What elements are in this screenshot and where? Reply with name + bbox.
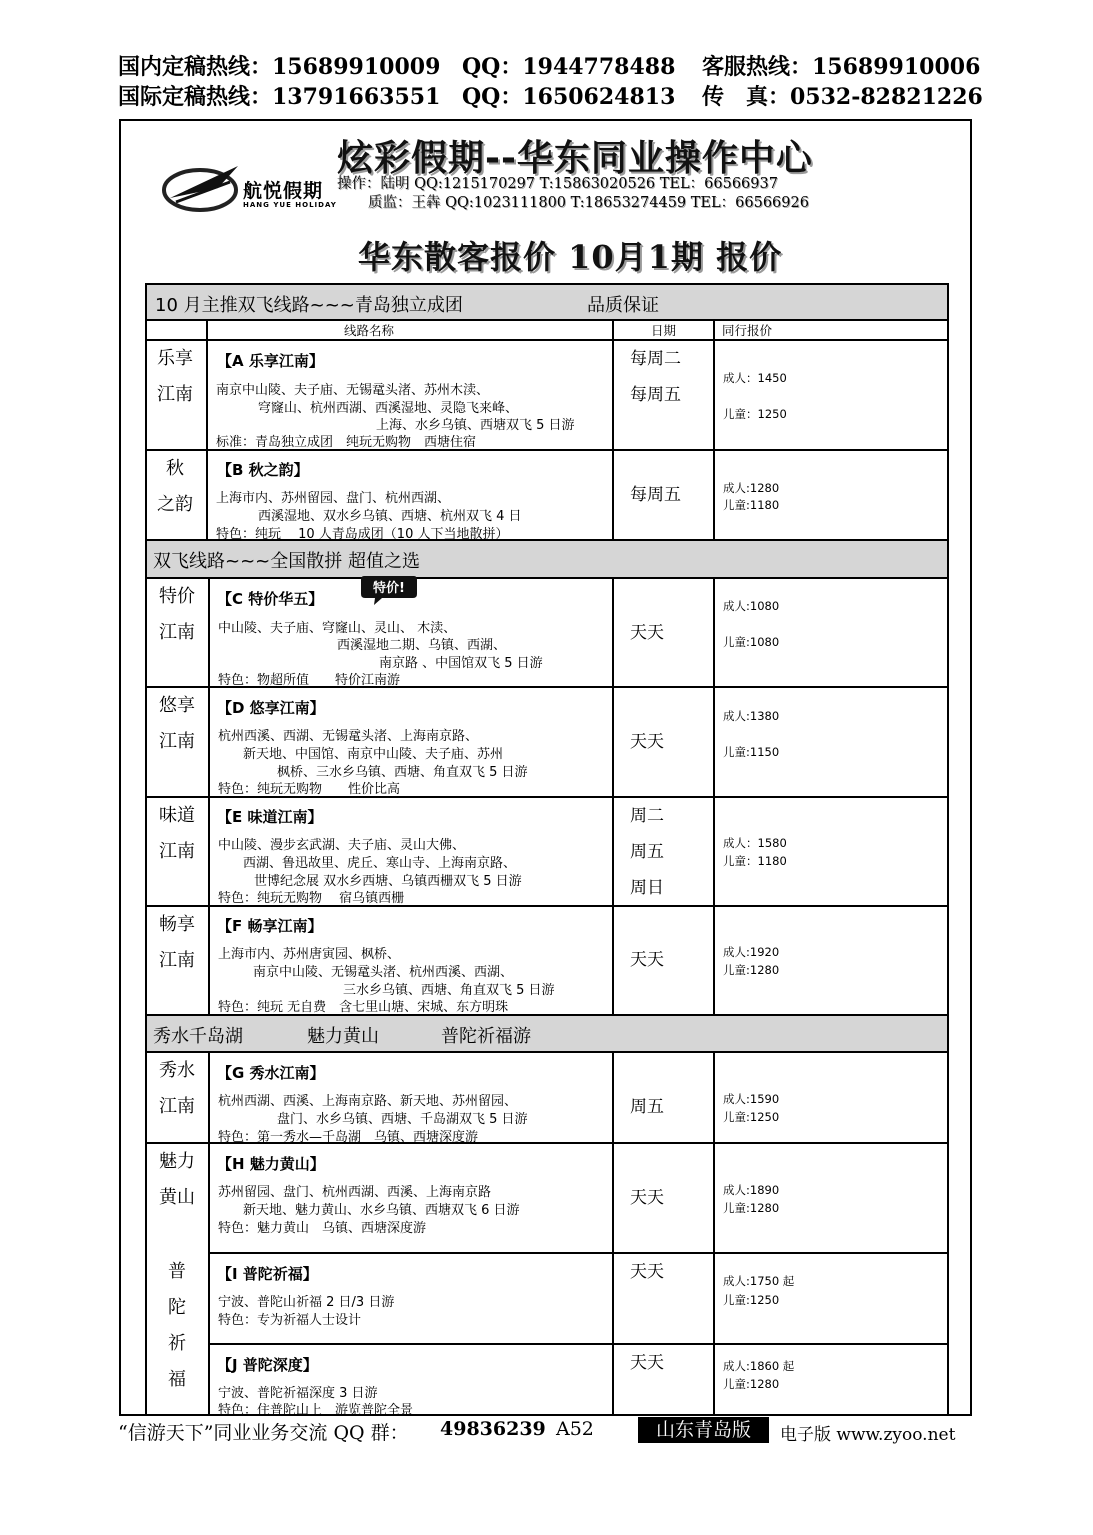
section-title: 秀水千岛湖 [153, 1026, 243, 1047]
footer-website: 电子版 www.zyoo.net [780, 1425, 956, 1445]
route-line: 苏州留园、盘门、杭州西湖、西溪、上海南京路 [218, 1185, 492, 1200]
child-price: 儿童:1180 [723, 498, 780, 512]
route-title: 【B 秋之韵】 [217, 461, 309, 479]
edition-label: 山东青岛版 [638, 1417, 769, 1443]
adult-price: 成人：1580 [723, 836, 787, 850]
route-line: 新天地、魅力黄山、水乡乌镇、西塘双飞 6 日游 [243, 1203, 520, 1218]
route-name: 秋 之韵 [157, 458, 193, 515]
route-name: 普 陀 祈 福 [168, 1261, 186, 1390]
section-band-3 [147, 1016, 947, 1051]
logo-name: 航悦假期 [243, 180, 324, 202]
domestic-hotline: 国内定稿热线：15689910009 [118, 54, 441, 80]
adult-price: 成人:1890 [723, 1183, 780, 1197]
route-feature: 特色：第一秀水—千岛湖 乌镇、西塘深度游 [218, 1130, 479, 1145]
col-header-route: 线路名称 [344, 323, 395, 338]
route-line: 南京路 、中国馆双飞 5 日游 [379, 656, 543, 671]
route-title: 【A 乐享江南】 [217, 352, 324, 370]
child-price: 儿童:1080 [723, 635, 780, 649]
divider [208, 1343, 949, 1345]
route-name: 味道 江南 [159, 805, 195, 862]
route-feature: 标准：青岛独立成团 纯玩无购物 西塘住宿 [216, 435, 477, 450]
section-band-2 [147, 541, 947, 577]
fax: 传 真：0532-82821226 [702, 84, 983, 110]
route-title: 【E 味道江南】 [217, 808, 323, 826]
route-line: 南京中山陵、夫子庙、无锡鼋头渚、苏州木渎、 [216, 383, 490, 398]
route-line: 南京中山陵、无锡鼋头渚、杭州西溪、西湖、 [253, 965, 514, 980]
col-divider [612, 577, 614, 1016]
col-divider [612, 1051, 614, 1415]
qc-contact: 质监：王犇 QQ:1023111800 T:18653274459 TEL：66566926 [368, 195, 809, 211]
route-line: 西溪湿地二期、乌镇、西湖、 [337, 638, 507, 653]
col-divider [713, 577, 715, 1016]
badge-label: 特价! [373, 581, 405, 596]
route-title: 【C 特价华五】 [217, 590, 324, 608]
route-title: 【H 魅力黄山】 [217, 1155, 325, 1173]
route-feature: 特色：物超所值 特价江南游 [218, 673, 401, 688]
route-line: 穹窿山、杭州西湖、西溪湿地、灵隐飞来峰、 [258, 401, 519, 416]
route-feature: 特色：住普陀山上 游览普陀全景 [218, 1403, 414, 1418]
route-title: 【F 畅享江南】 [217, 917, 323, 935]
route-line: 西湖、鲁迅故里、虎丘、寒山寺、上海南京路、 [243, 856, 517, 871]
route-line: 西溪湿地、双水乡乌镇、西塘、杭州双飞 4 日 [258, 509, 522, 524]
footer-page-number: A52 [556, 1418, 594, 1440]
section-title-extra: 普陀祈福游 [441, 1026, 531, 1047]
route-name: 秀水 江南 [159, 1060, 195, 1117]
col-header-date: 日期 [651, 323, 677, 338]
route-line: 中山陵、夫子庙、穹窿山、灵山、 木渎、 [218, 621, 457, 636]
child-price: 儿童:1150 [723, 745, 780, 759]
route-dates: 天天 [630, 1262, 664, 1282]
route-line: 杭州西湖、西溪、上海南京路、新天地、苏州留园、 [218, 1094, 518, 1109]
route-line: 上海、水乡乌镇、西塘双飞 5 日游 [376, 418, 575, 433]
page-title: 炫彩假期--华东同业操作中心 [337, 138, 813, 179]
adult-price: 成人:1750 起 [723, 1274, 795, 1288]
operator-contact: 操作：陆明 QQ:1215170297 T:15863020526 TEL：66566937 [337, 176, 778, 192]
route-dates: 天天 [630, 1188, 664, 1208]
section-title: 10 月主推双飞线路~~~青岛独立成团 [155, 295, 463, 316]
route-dates: 每周二 每周五 [630, 349, 681, 405]
adult-price: 成人:1080 [723, 599, 780, 613]
route-line: 宁波、普陀祈福深度 3 日游 [218, 1386, 378, 1401]
route-dates: 天天 [630, 1353, 664, 1373]
route-line: 中山陵、漫步玄武湖、夫子庙、灵山大佛、 [218, 838, 466, 853]
qq-domestic: QQ：1944778488 [462, 54, 676, 80]
divider [208, 1252, 949, 1254]
route-dates: 天天 [630, 732, 664, 752]
adult-price: 成人:1920 [723, 945, 780, 959]
route-name: 魅力 黄山 [159, 1151, 195, 1208]
col-divider [612, 319, 614, 541]
route-name: 乐享 江南 [157, 348, 193, 405]
divider [145, 577, 949, 579]
route-line: 三水乡乌镇、西塘、角直双飞 5 日游 [343, 983, 555, 998]
route-title: 【G 秀水江南】 [217, 1064, 325, 1082]
service-hotline: 客服热线：15689910006 [702, 54, 981, 80]
col-divider [208, 1051, 210, 1415]
child-price: 儿童:1250 [723, 1110, 780, 1124]
route-dates: 天天 [630, 950, 664, 970]
footer-qq-group: 49836239 [440, 1418, 546, 1440]
adult-price: 成人:1280 [723, 481, 780, 495]
route-feature: 特色：专为祈福人士设计 [218, 1313, 362, 1328]
price-subtitle: 华东散客报价 10月1期 报价 [358, 238, 783, 276]
intl-hotline: 国际定稿热线：13791663551 [118, 84, 441, 110]
child-price: 儿童：1250 [723, 407, 787, 421]
route-title: 【I 普陀祈福】 [217, 1265, 318, 1283]
special-price-badge-icon [360, 574, 418, 606]
child-price: 儿童:1250 [723, 1293, 780, 1307]
route-line: 上海市内、苏州留园、盘门、杭州西湖、 [216, 491, 451, 506]
adult-price: 成人:1860 起 [723, 1359, 795, 1373]
route-feature: 特色：魅力黄山 乌镇、西塘深度游 [218, 1221, 427, 1236]
divider [145, 319, 949, 321]
col-divider [206, 319, 208, 541]
route-line: 新天地、中国馆、南京中山陵、夫子庙、苏州 [243, 747, 504, 762]
route-line: 枫桥、三水乡乌镇、西塘、角直双飞 5 日游 [277, 765, 528, 780]
child-price: 儿童:1280 [723, 1377, 780, 1391]
route-name: 畅享 江南 [159, 914, 195, 971]
qq-intl: QQ：1650624813 [462, 84, 676, 110]
col-divider [713, 1051, 715, 1415]
child-price: 儿童:1280 [723, 963, 780, 977]
footer-qq-label: “信游天下”同业业务交流 QQ 群： [118, 1422, 409, 1444]
section-title-extra: 品质保证 [587, 295, 659, 316]
route-feature: 特色：纯玩无购物 宿乌镇西栅 [218, 891, 405, 906]
route-dates: 天天 [630, 623, 664, 643]
route-line: 上海市内、苏州唐寅园、枫桥、 [218, 947, 401, 962]
route-feature: 特色：纯玩无购物 性价比高 [218, 782, 401, 797]
adult-price: 成人：1450 [723, 371, 787, 385]
child-price: 儿童:1280 [723, 1201, 780, 1215]
section-title: 双飞线路~~~全国散拼 超值之选 [153, 551, 420, 572]
section-title-extra: 魅力黄山 [307, 1026, 379, 1047]
route-line: 世博纪念展 双水乡西塘、乌镇西栅双飞 5 日游 [254, 874, 522, 889]
col-divider [713, 319, 715, 541]
adult-price: 成人:1590 [723, 1092, 780, 1106]
col-divider [208, 577, 210, 1016]
logo-english: HANG YUE HOLIDAY [243, 201, 337, 209]
route-line: 盘门、水乡乌镇、西塘、千岛湖双飞 5 日游 [277, 1112, 528, 1127]
route-name: 特价 江南 [159, 586, 195, 643]
divider [145, 339, 949, 341]
divider [145, 1051, 949, 1053]
route-line: 杭州西溪、西湖、无锡鼋头渚、上海南京路、 [218, 729, 479, 744]
col-header-price: 同行报价 [722, 323, 773, 338]
route-dates: 周二 周五 周日 [630, 806, 664, 898]
route-name: 悠享 江南 [159, 695, 195, 752]
route-feature: 特色：纯玩 10 人青岛成团（10 人下当地散拼） [216, 527, 509, 542]
section-band-1 [147, 285, 947, 319]
child-price: 儿童：1180 [723, 854, 787, 868]
route-title: 【J 普陀深度】 [217, 1356, 318, 1374]
route-dates: 每周五 [630, 485, 681, 505]
route-line: 宁波、普陀山祈福 2 日/3 日游 [218, 1295, 395, 1310]
adult-price: 成人:1380 [723, 709, 780, 723]
route-title: 【D 悠享江南】 [217, 699, 325, 717]
route-dates: 周五 [630, 1097, 664, 1117]
route-feature: 特色：纯玩 无自费 含七里山塘、宋城、东方明珠 [218, 1000, 509, 1015]
